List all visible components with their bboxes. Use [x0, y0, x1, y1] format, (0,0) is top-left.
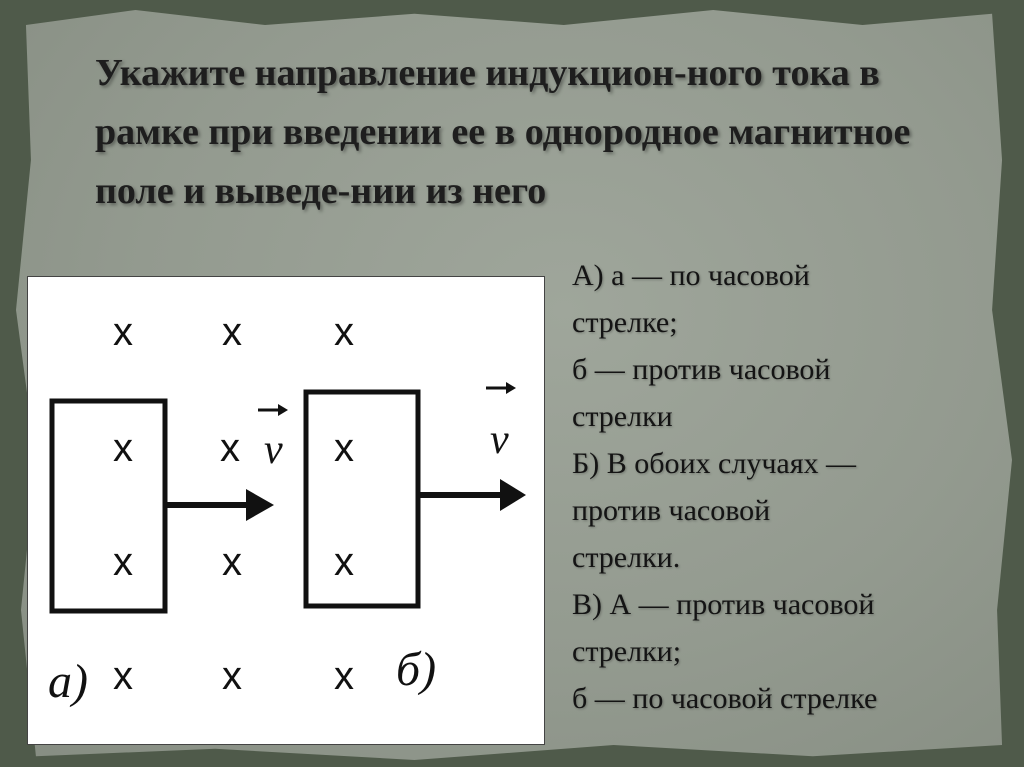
label-b: б) — [396, 643, 437, 696]
slide-title: Укажите направление индукцион-ного тока в рамке при введении ее в однородное магнитное поле и выведе-нии из него — [95, 52, 911, 212]
answer-line: Б) В обоих случаях — — [572, 447, 857, 480]
field-cross: x — [222, 310, 242, 354]
velocity-label-a: v — [264, 427, 283, 473]
frame-b — [306, 392, 418, 606]
field-cross: x — [113, 426, 133, 470]
label-a: а) — [48, 655, 88, 708]
magnetic-field-diagram — [28, 277, 544, 744]
field-cross: x — [113, 540, 133, 584]
velocity-arrowhead-a — [246, 489, 274, 521]
answer-line: против часовой — [572, 494, 771, 527]
answer-line: б — против часовой — [572, 353, 831, 386]
answer-line: стрелки; — [572, 635, 682, 668]
answer-line: стрелки. — [572, 541, 681, 574]
answer-line: В) А — против часовой — [572, 588, 875, 621]
field-cross: x — [113, 654, 133, 698]
answer-line: стрелке; — [572, 306, 678, 339]
frame-a — [52, 401, 165, 611]
answer-line: А) а — по часовой — [572, 259, 810, 292]
answer-line: б — по часовой стрелке — [572, 682, 878, 715]
velocity-label-b: v — [490, 417, 509, 463]
field-cross: x — [220, 426, 240, 470]
vector-arrowhead-a — [278, 404, 288, 416]
field-cross: x — [222, 540, 242, 584]
answer-line: стрелки — [572, 400, 673, 433]
vector-arrowhead-b — [506, 382, 516, 394]
field-cross: x — [113, 310, 133, 354]
diagram-frame — [27, 276, 545, 745]
field-cross: x — [334, 310, 354, 354]
answer-options — [572, 252, 1002, 722]
field-cross: x — [334, 540, 354, 584]
field-cross: x — [222, 654, 242, 698]
field-cross: x — [334, 426, 354, 470]
velocity-arrowhead-b — [500, 479, 526, 511]
field-cross: x — [334, 654, 354, 698]
